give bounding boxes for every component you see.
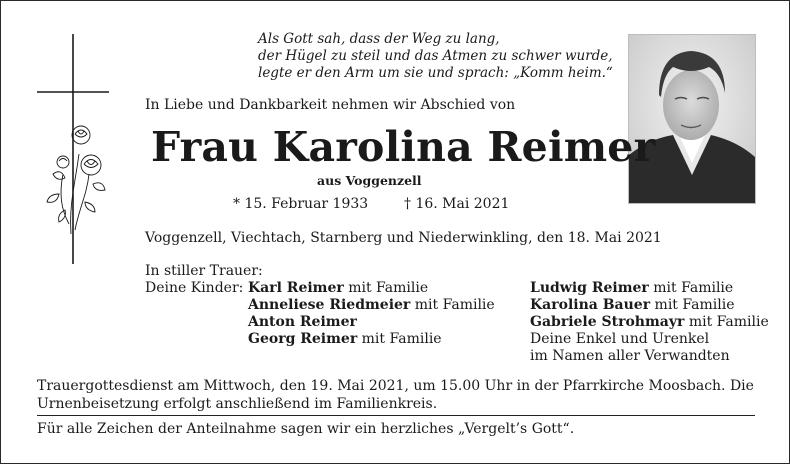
- mourner-name: Anneliese Riedmeier: [248, 297, 411, 313]
- mourner-suffix: im Namen aller Verwandten: [530, 348, 730, 364]
- mourner-name: Karl Reimer: [248, 280, 344, 296]
- poem-line: legte er den Arm um sie und sprach: „Komm heim.“: [258, 65, 613, 81]
- places-and-date: Voggenzell, Viechtach, Starnberg und Niederwinkling, den 18. Mai 2021: [145, 230, 662, 246]
- divider-line: [37, 415, 755, 416]
- mourner-entry: [530, 348, 769, 365]
- mourner-suffix: Deine Enkel und Urenkel: [530, 331, 710, 347]
- mourner-name: Georg Reimer: [248, 331, 358, 347]
- mourner-name: Gabriele Strohmayr: [530, 314, 685, 330]
- death-date: † 16. Mai 2021: [404, 196, 510, 212]
- mourner-suffix: mit Familie: [343, 280, 429, 296]
- poem: [258, 31, 613, 82]
- mourning-title: In stiller Trauer:: [145, 263, 263, 279]
- intro-text: In Liebe und Dankbarkeit nehmen wir Abschied von: [145, 97, 516, 113]
- thanks-text: Für alle Zeichen der Anteilnahme sagen wir ein herzliches „Vergelt’s Gott“.: [37, 421, 575, 437]
- mourner-entry: [248, 314, 495, 331]
- mourner-entry: [530, 280, 769, 297]
- mourner-name: Karolina Bauer: [530, 297, 651, 313]
- poem-line: der Hügel zu steil und das Atmen zu schwer wurde,: [258, 48, 613, 64]
- portrait-photo: [628, 34, 756, 204]
- mourner-entry: [248, 331, 495, 348]
- mourner-suffix: mit Familie: [650, 297, 735, 313]
- mourner-suffix: mit Familie: [684, 314, 769, 330]
- mourner-suffix: mit Familie: [357, 331, 442, 347]
- deceased-origin: aus Voggenzell: [317, 173, 422, 188]
- birth-date: * 15. Februar 1933: [233, 196, 369, 212]
- cross-with-roses-icon: [35, 34, 115, 264]
- mourner-entry: [530, 297, 769, 314]
- deceased-name: Frau Karolina Reimer: [151, 123, 656, 171]
- mourners-right-column: [530, 280, 769, 365]
- mourner-suffix: mit Familie: [410, 297, 495, 313]
- mourner-entry: [248, 297, 495, 314]
- mourner-entry: [248, 280, 495, 297]
- mourners-left-column: [248, 280, 495, 348]
- mourner-suffix: mit Familie: [648, 280, 734, 296]
- children-label: Deine Kinder:: [145, 280, 244, 296]
- mourner-entry: [530, 314, 769, 331]
- mourner-name: Anton Reimer: [248, 314, 357, 330]
- funeral-service-text: Trauergottesdienst am Mittwoch, den 19. Mai 2021, um 15.00 Uhr in der Pfarrkirche Moosbach. Die Urnenbeisetzung erfolgt anschließend im Familienkreis.: [37, 378, 754, 412]
- poem-line: Als Gott sah, dass der Weg zu lang,: [258, 31, 500, 47]
- mourner-name: Ludwig Reimer: [530, 280, 649, 296]
- mourner-entry: [530, 331, 769, 348]
